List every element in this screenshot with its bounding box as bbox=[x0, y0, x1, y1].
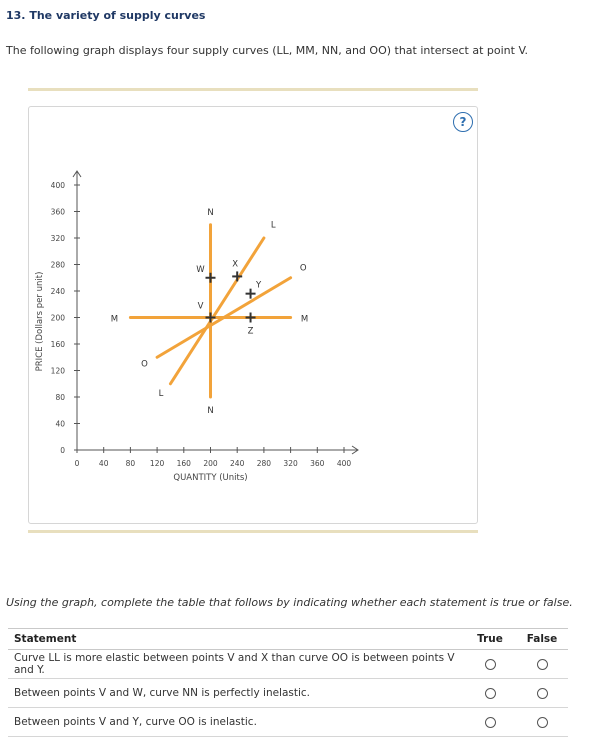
y-tick-label: 120 bbox=[50, 366, 65, 376]
x-tick-label: 400 bbox=[336, 459, 352, 468]
x-tick-label: 80 bbox=[125, 459, 136, 468]
y-tick-label: 360 bbox=[50, 207, 65, 217]
x-tick-label: 320 bbox=[283, 459, 298, 468]
x-tick-label: 160 bbox=[176, 459, 191, 468]
y-tick-label: 160 bbox=[50, 340, 65, 349]
point-label: Y bbox=[255, 280, 262, 291]
true-radio[interactable] bbox=[485, 659, 496, 670]
bottom-divider bbox=[28, 530, 478, 533]
table-row bbox=[8, 679, 568, 708]
curve-label: O bbox=[299, 263, 307, 274]
curve-label: L bbox=[270, 220, 276, 231]
statement-text: Curve LL is more elastic between points V and X than curve OO is between points V and Y. bbox=[8, 650, 464, 679]
curve-label: O bbox=[141, 359, 148, 370]
curve-label: M bbox=[110, 314, 119, 325]
statements-table bbox=[8, 628, 568, 737]
statement-header: Statement bbox=[8, 629, 464, 650]
curve-label: N bbox=[207, 207, 214, 218]
x-tick-label: 280 bbox=[256, 459, 272, 468]
y-tick-label: 200 bbox=[50, 313, 65, 323]
point-label: Z bbox=[247, 326, 254, 337]
y-tick-label: 320 bbox=[50, 234, 65, 243]
supply-curves-graph bbox=[29, 107, 477, 523]
curve-label: N bbox=[207, 406, 214, 416]
y-tick-label: 40 bbox=[55, 419, 65, 429]
x-tick-label: 40 bbox=[98, 459, 109, 468]
false-radio[interactable] bbox=[537, 717, 548, 728]
point-label: V bbox=[197, 301, 204, 312]
y-tick-label: 280 bbox=[50, 260, 65, 270]
x-tick-label: 120 bbox=[149, 459, 165, 468]
true-radio[interactable] bbox=[485, 717, 496, 728]
y-tick-label: 80 bbox=[55, 393, 65, 402]
x-tick-label: 0 bbox=[74, 459, 80, 468]
y-tick-label: 400 bbox=[50, 181, 65, 190]
y-tick-label: 240 bbox=[50, 287, 65, 296]
point-label: W bbox=[196, 264, 205, 275]
true-radio[interactable] bbox=[485, 688, 496, 699]
x-axis-label: QUANTITY (Units) bbox=[173, 473, 248, 483]
y-axis-label: PRICE (Dollars per unit) bbox=[35, 271, 45, 372]
supply-curve-L bbox=[170, 238, 263, 384]
table-row bbox=[8, 650, 568, 679]
question-intro: The following graph displays four supply curves (LL, MM, NN, and OO) that intersect at point V. bbox=[6, 44, 529, 57]
statement-text: Between points V and W, curve NN is perfectly inelastic. bbox=[8, 679, 464, 708]
help-icon[interactable]: ? bbox=[453, 112, 473, 132]
false-radio[interactable] bbox=[537, 659, 548, 670]
question-title: 13. The variety of supply curves bbox=[6, 9, 206, 22]
false-header: False bbox=[516, 629, 568, 650]
x-tick-label: 200 bbox=[203, 459, 218, 468]
false-radio[interactable] bbox=[537, 688, 548, 699]
statement-text: Between points V and Y, curve OO is inelastic. bbox=[8, 708, 464, 737]
curve-label: M bbox=[300, 314, 309, 325]
table-row bbox=[8, 708, 568, 737]
y-tick-label: 0 bbox=[60, 446, 65, 455]
true-header: True bbox=[464, 629, 516, 650]
point-label: X bbox=[232, 259, 239, 270]
x-tick-label: 360 bbox=[310, 459, 325, 468]
curve-label: L bbox=[158, 389, 164, 400]
x-tick-label: 240 bbox=[230, 459, 245, 468]
graph-panel bbox=[28, 106, 478, 524]
top-divider bbox=[28, 88, 478, 91]
instructions-text: Using the graph, complete the table that follows by indicating whether each statement is true or false. bbox=[6, 596, 573, 609]
